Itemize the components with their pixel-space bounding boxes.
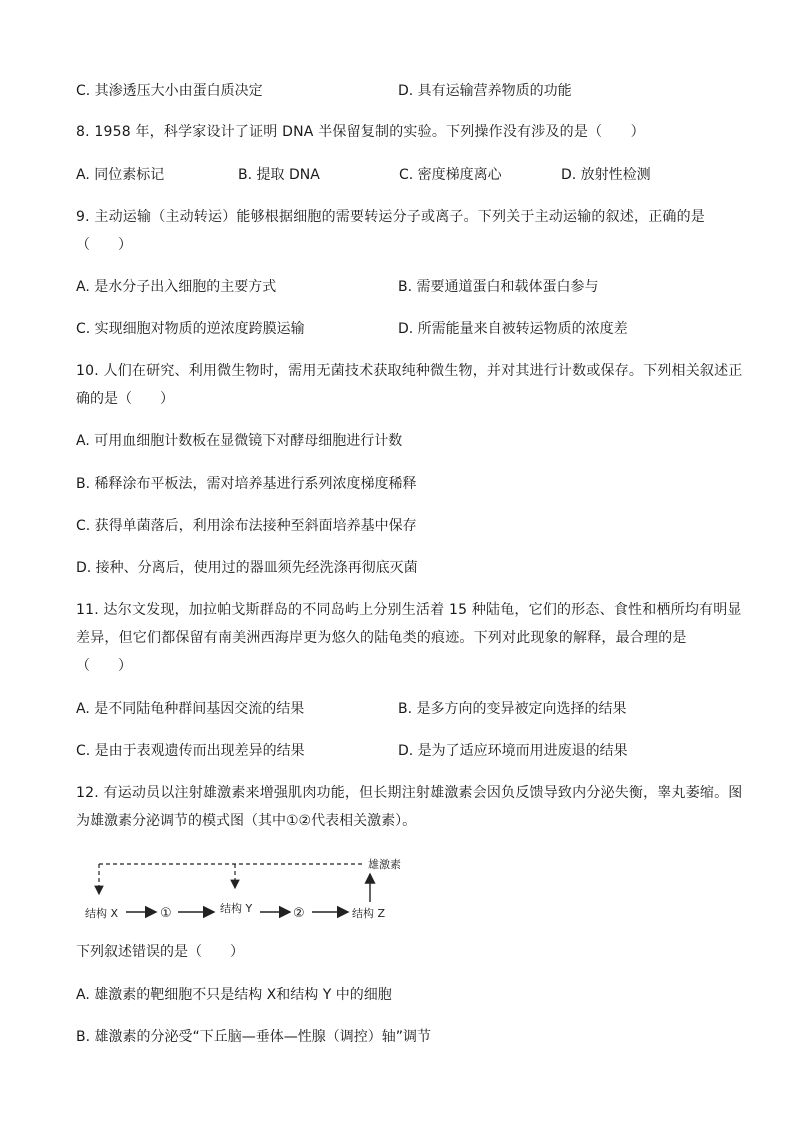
q9-stem-line1: 9. 主动运输（主动转运）能够根据细胞的需要转运分子或离子。下列关于主动运输的叙述，正确的是 [76, 209, 706, 225]
q11-stem-line2: 差异，但它们都保留有南美洲西海岸更为悠久的陆龟类的痕迹。下列对此现象的解释，最合理的是 [76, 630, 687, 646]
q8-option-a: A. 同位素标记 [76, 167, 165, 183]
q12-stem-line1: 12. 有运动员以注射雄激素来增强肌肉功能，但长期注射雄激素会因负反馈导致内分泌失衡，睾丸萎缩。图 [76, 785, 743, 801]
q11-option-c: C. 是由于表观遗传而出现差异的结果 [76, 743, 305, 759]
q9-stem-line2: （ ） [76, 237, 132, 253]
q9-option-c: C. 实现细胞对物质的逆浓度跨膜运输 [76, 321, 305, 337]
q12-option-a: A. 雄激素的靶细胞不只是结构 X和结构 Y 中的细胞 [76, 987, 392, 1003]
q9-option-d: D. 所需能量来自被转运物质的浓度差 [398, 321, 628, 337]
q8-option-d: D. 放射性检测 [561, 167, 651, 183]
q11-stem-line1: 11. 达尔文发现，加拉帕戈斯群岛的不同岛屿上分别生活着 15 种陆龟，它们的形态、食性和栖所均有明显 [76, 602, 742, 618]
q10-stem-line1: 10. 人们在研究、利用微生物时，需用无菌技术获取纯种微生物，并对其进行计数或保存。下列相关叙述正 [76, 363, 743, 379]
q7-option-c: C. 其渗透压大小由蛋白质决定 [76, 83, 263, 99]
q8-option-c: C. 密度梯度离心 [399, 167, 502, 183]
hormone-label: 雄激素 [368, 858, 401, 871]
q10-option-c: C. 获得单菌落后，利用涂布法接种至斜面培养基中保存 [76, 518, 417, 534]
q12-stem-line2: 为雄激素分泌调节的模式图（其中①②代表相关激素）。 [76, 813, 417, 829]
q7-option-d: D. 具有运输营养物质的功能 [398, 83, 572, 99]
q11-option-a: A. 是不同陆龟种群间基因交流的结果 [76, 701, 305, 717]
q8-option-b: B. 提取 DNA [238, 167, 320, 183]
hormone-regulation-diagram [80, 850, 410, 926]
q10-option-d: D. 接种、分离后，使用过的器皿须先经洗涤再彻底灭菌 [76, 560, 418, 576]
q11-option-d: D. 是为了适应环境而用进废退的结果 [398, 743, 628, 759]
q11-option-b: B. 是多方向的变异被定向选择的结果 [398, 701, 627, 717]
q9-option-a: A. 是水分子出入细胞的主要方式 [76, 279, 277, 295]
q12-option-b: B. 雄激素的分泌受“下丘脑—垂体—性腺（调控）轴”调节 [76, 1029, 432, 1045]
q9-option-b: B. 需要通道蛋白和载体蛋白参与 [398, 279, 599, 295]
structure-x-label: 结构 X [85, 907, 119, 920]
q10-option-a: A. 可用血细胞计数板在显微镜下对酵母细胞进行计数 [76, 433, 403, 449]
hormone-1-label: ① [160, 906, 172, 921]
q12-prompt: 下列叙述错误的是（ ） [76, 944, 244, 960]
hormone-2-label: ② [293, 906, 305, 921]
q8-stem: 8. 1958 年，科学家设计了证明 DNA 半保留复制的实验。下列操作没有涉及的是（ ） [76, 124, 645, 140]
q11-stem-line3: （ ） [76, 658, 132, 674]
q10-option-b: B. 稀释涂布平板法，需对培养基进行系列浓度梯度稀释 [76, 476, 417, 492]
structure-y-label: 结构 Y [220, 902, 253, 915]
q10-stem-line2: 确的是（ ） [76, 391, 174, 407]
structure-z-label: 结构 Z [352, 907, 386, 920]
